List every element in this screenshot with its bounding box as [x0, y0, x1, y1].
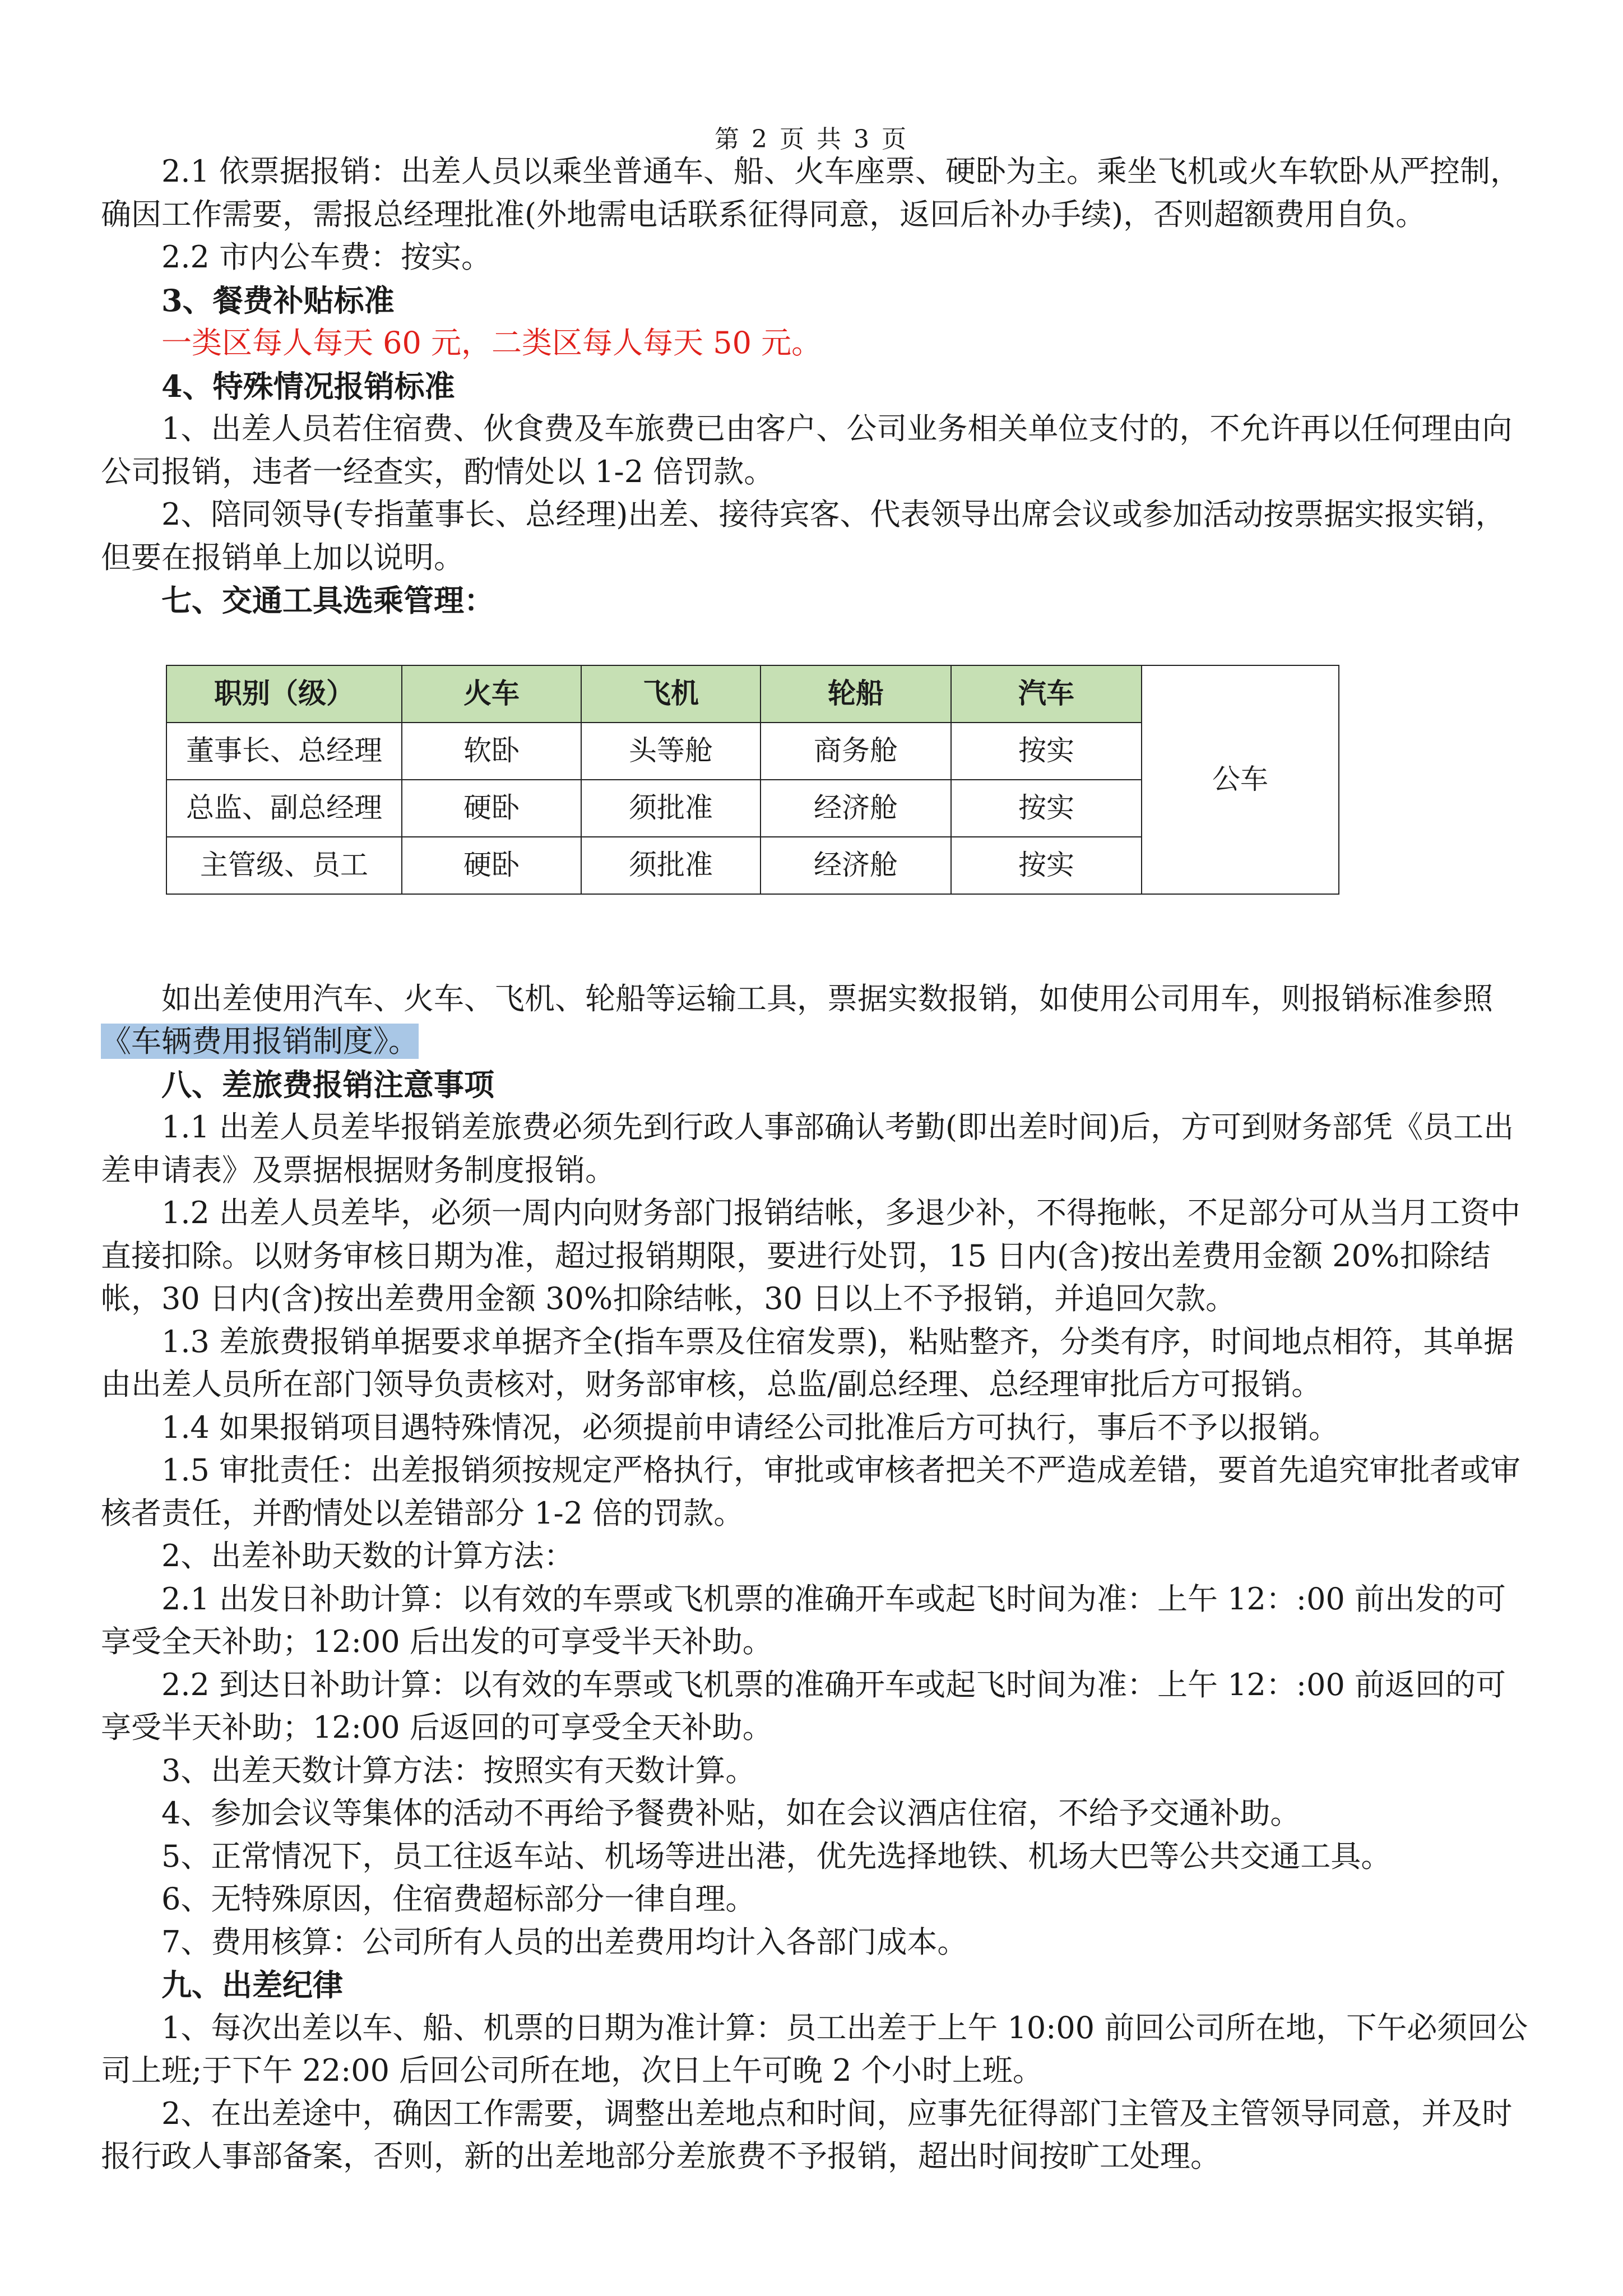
- paragraph-discipline-1: 1、每次出差以车、船、机票的日期为准计算：员工出差于上午 10:00 前回公司所在地，下午必须回公司上班;于下午 22:00 后回公司所在地，次日上午可晚 2 个小时上班。: [101, 2010, 1528, 2088]
- table-cell: 经济舱: [761, 837, 951, 894]
- table-side-cell: 公车: [1142, 665, 1339, 894]
- paragraph-2-2: 2.2 市内公车费：按实。: [161, 239, 492, 275]
- paragraph-1-2: 1.2 出差人员差毕，必须一周内向财务部门报销结帐，多退少补，不得拖帐，不足部分可从当月工资中直接扣除。以财务审核日期为准，超过报销期限，要进行处罚，15 日内(含)按出差费用金额 20%扣除结帐，30 日内(含)按出差费用金额 30%扣除结帐，30 日以上不予报销，并追回欠款。: [101, 1195, 1521, 1316]
- table-cell: 商务舱: [761, 723, 951, 780]
- paragraph-lodging: 6、无特殊原因，住宿费超标部分一律自理。: [161, 1881, 756, 1917]
- vehicle-policy-reference: 《车辆费用报销制度》。: [101, 1024, 419, 1059]
- heading-special-cases: 4、特殊情况报销标准: [161, 368, 455, 404]
- meal-allowance-standard: 一类区每人每天 60 元，二类区每人每天 50 元。: [161, 325, 822, 360]
- paragraph-allowance-days: 2、出差补助天数的计算方法：: [161, 1538, 574, 1573]
- heading-meal-allowance: 3、餐费补贴标准: [161, 282, 395, 318]
- paragraph-discipline-2: 2、在出差途中，确因工作需要，调整出差地点和时间，应事先征得部门主管及主管领导同意，并及时报行政人事部备案，否则，新的出差地部分差旅费不予报销，超出时间按旷工处理。: [101, 2095, 1513, 2174]
- paragraph-departure-day: 2.1 出发日补助计算：以有效的车票或飞机票的准确开车或起飞时间为准：上午 12：:00 前出发的可享受全天补助；12:00 后出发的可享受半天补助。: [101, 1581, 1506, 1659]
- table-cell: 软卧: [402, 723, 581, 780]
- heading-section-9: 九、出差纪律: [161, 1967, 343, 2003]
- paragraph-2-1: 2.1 依票据报销：出差人员以乘坐普通车、船、火车座票、硬卧为主。乘坐飞机或火车软卧从严控制，确因工作需要，需报总经理批准(外地需电话联系征得同意，返回后补办手续)，否则超额费用自负。: [101, 154, 1521, 232]
- table-cell: 经济舱: [761, 780, 951, 837]
- paragraph-arrival-day: 2.2 到达日补助计算：以有效的车票或飞机票的准确开车或起飞时间为准：上午 12：:00 前返回的可享受半天补助；12:00 后返回的可享受全天补助。: [101, 1667, 1506, 1745]
- transport-note-text: 如出差使用汽车、火车、飞机、轮船等运输工具，票据实数报销，如使用公司用车，则报销标准参照: [161, 980, 1493, 1016]
- paragraph-1-1: 1.1 出差人员差毕报销差旅费必须先到行政人事部确认考勤(即出差时间)后，方可到财务部凭《员工出差申请表》及票据根据财务制度报销。: [101, 1109, 1514, 1188]
- paragraph-meetings: 4、参加会议等集体的活动不再给予餐费补贴，如在会议酒店住宿，不给予交通补助。: [161, 1795, 1301, 1831]
- paragraph-cost-accounting: 7、费用核算：公司所有人员的出差费用均计入各部门成本。: [161, 1924, 968, 1960]
- table-cell: 须批准: [581, 780, 761, 837]
- paragraph-1-5: 1.5 审批责任：出差报销须按规定严格执行，审批或审核者把关不严造成差错，要首先追究审批者或审核者责任，并酌情处以差错部分 1-2 倍的罚款。: [101, 1452, 1521, 1531]
- paragraph-special-1: 1、出差人员若住宿费、伙食费及车旅费已由客户、公司业务相关单位支付的，不允许再以任何理由向公司报销，违者一经查实，酌情处以 1-2 倍罚款。: [101, 411, 1513, 489]
- paragraph-1-4: 1.4 如果报销项目遇特殊情况，必须提前申请经公司批准后方可执行，事后不予以报销。: [161, 1409, 1339, 1445]
- table-header-row: [166, 665, 1339, 723]
- table-cell: 硬卧: [402, 837, 581, 894]
- paragraph-day-count: 3、出差天数计算方法：按照实有天数计算。: [161, 1752, 756, 1788]
- table-cell: 按实: [951, 780, 1142, 837]
- transport-table: [166, 665, 1339, 895]
- table-cell: 主管级、员工: [166, 837, 402, 894]
- table-header-cell: 职别（级）: [166, 665, 402, 723]
- table-cell: 硬卧: [402, 780, 581, 837]
- paragraph-public-transport: 5、正常情况下，员工往返车站、机场等进出港，优先选择地铁、机场大巴等公共交通工具。: [161, 1838, 1392, 1874]
- table-header-cell: 火车: [402, 665, 581, 723]
- paragraph-transport-note: [101, 978, 1536, 1063]
- table-header-cell: 汽车: [951, 665, 1142, 723]
- table-header-cell: 轮船: [761, 665, 951, 723]
- heading-section-7: 七、交通工具选乘管理：: [161, 582, 494, 618]
- document-body: [101, 150, 1536, 2178]
- table-cell: 董事长、总经理: [166, 723, 402, 780]
- table-cell: 总监、副总经理: [166, 780, 402, 837]
- table-cell: 头等舱: [581, 723, 761, 780]
- paragraph-1-3: 1.3 差旅费报销单据要求单据齐全(指车票及住宿发票)，粘贴整齐，分类有序，时间地点相符，其单据由出差人员所在部门领导负责核对，财务部审核，总监/副总经理、总经理审批后方可报销。: [101, 1323, 1514, 1402]
- paragraph-special-2: 2、陪同领导(专指董事长、总经理)出差、接待宾客、代表领导出席会议或参加活动按票据实报实销，但要在报销单上加以说明。: [101, 497, 1506, 575]
- table-cell: 按实: [951, 723, 1142, 780]
- table-cell: 须批准: [581, 837, 761, 894]
- heading-section-8: 八、差旅费报销注意事项: [161, 1066, 494, 1103]
- table-cell: 按实: [951, 837, 1142, 894]
- table-header-cell: 飞机: [581, 665, 761, 723]
- page-header: 第 2 页 共 3 页: [715, 125, 908, 154]
